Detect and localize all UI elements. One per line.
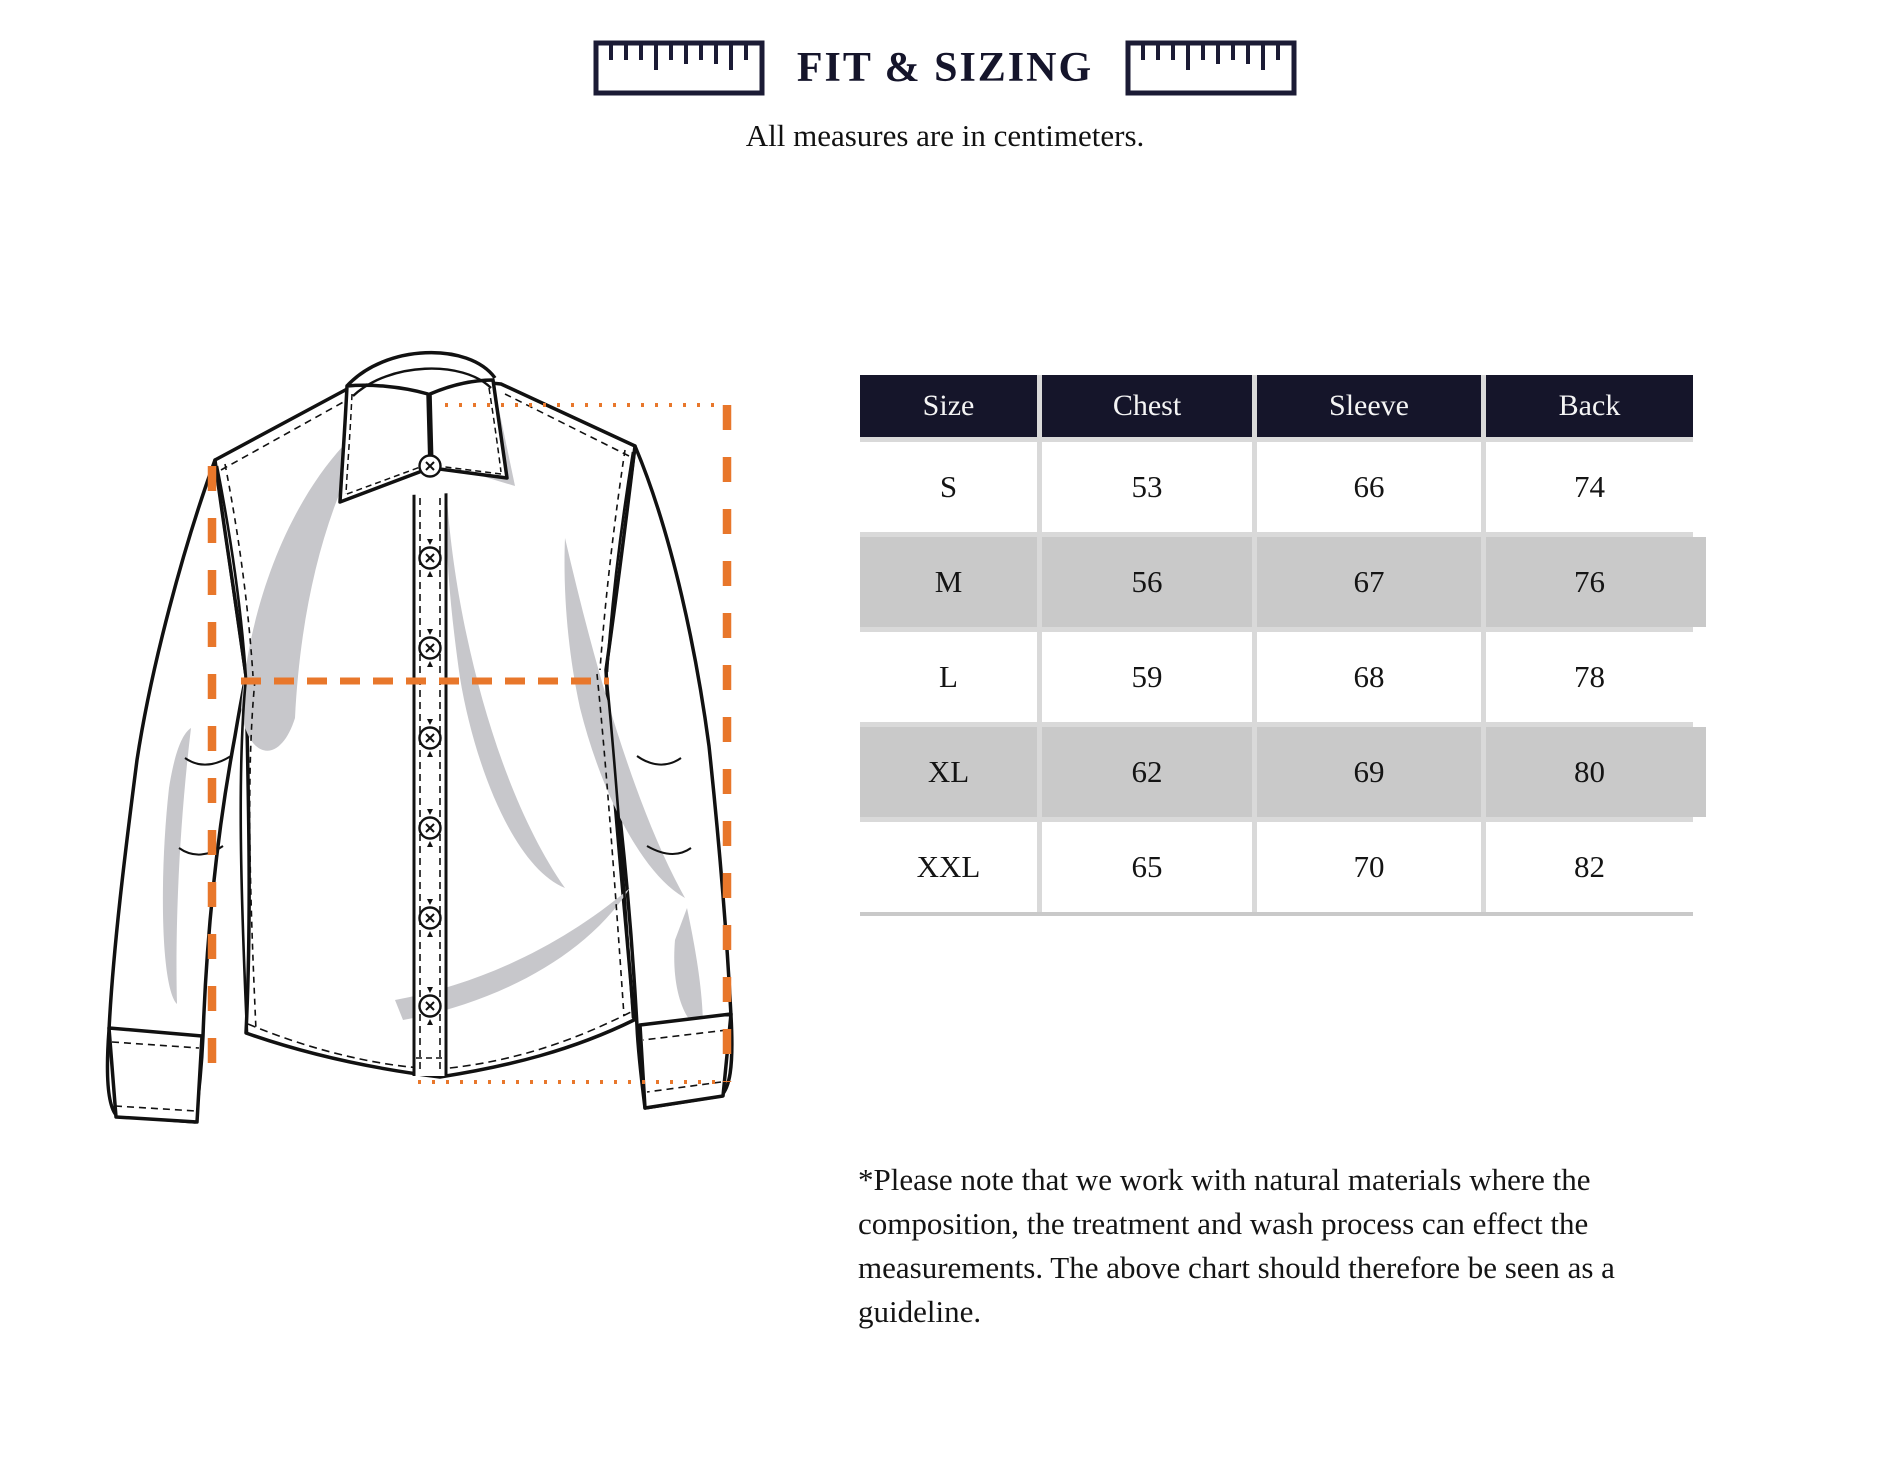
back-value-cell: 80 [1486, 727, 1693, 817]
footnote-line: *Please note that we work with natural materials where the [858, 1162, 1591, 1197]
column-header: Chest [1042, 375, 1252, 437]
units-subtitle: All measures are in centimeters. [745, 118, 1145, 153]
footnote-line: composition, the treatment and wash process can effect the [858, 1206, 1589, 1241]
footnote-line: measurements. The above chart should therefore be seen as a [858, 1250, 1615, 1285]
size-label-cell: L [860, 632, 1037, 722]
size-label-cell: S [860, 442, 1037, 532]
page-title: FIT & SIZING [796, 45, 1094, 91]
back-value-cell: 74 [1486, 442, 1693, 532]
chest-value-cell: 53 [1042, 442, 1252, 532]
sleeve-value-cell: 68 [1257, 632, 1481, 722]
sleeve-value-cell: 67 [1257, 537, 1481, 627]
size-label-cell: XL [860, 727, 1037, 817]
ruler-icon [1125, 40, 1297, 96]
chest-value-cell: 59 [1042, 632, 1252, 722]
sleeve-value-cell: 69 [1257, 727, 1481, 817]
chest-value-cell: 62 [1042, 727, 1252, 817]
page-header [0, 40, 1890, 96]
back-value-cell: 78 [1486, 632, 1693, 722]
size-table [860, 375, 1693, 916]
size-label-cell: M [860, 537, 1037, 627]
footnote-line: guideline. [858, 1294, 982, 1329]
chest-value-cell: 56 [1042, 537, 1252, 627]
back-value-cell: 82 [1486, 822, 1693, 912]
column-header: Back [1486, 375, 1693, 437]
sleeve-value-cell: 70 [1257, 822, 1481, 912]
back-value-cell: 76 [1486, 537, 1693, 627]
column-header: Sleeve [1257, 375, 1481, 437]
footnote [858, 1158, 1738, 1334]
size-label-cell: XXL [860, 822, 1037, 912]
collar [340, 353, 519, 502]
column-header: Size [860, 375, 1037, 437]
chest-value-cell: 65 [1042, 822, 1252, 912]
sleeve-value-cell: 66 [1257, 442, 1481, 532]
shirt-measurement-diagram [95, 288, 745, 1150]
ruler-icon [593, 40, 765, 96]
